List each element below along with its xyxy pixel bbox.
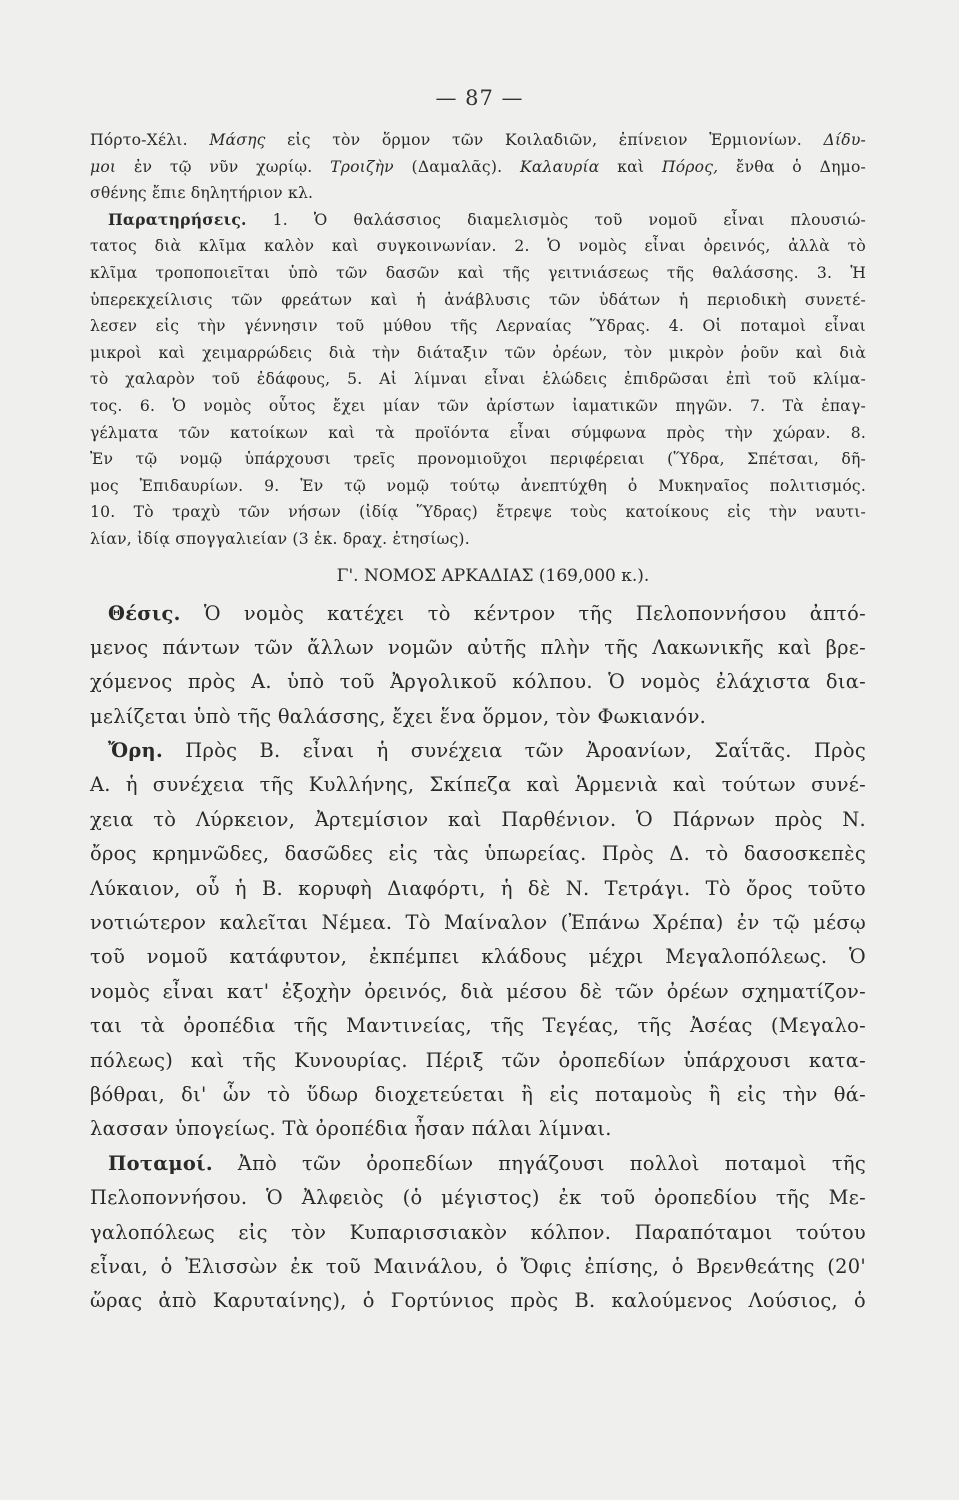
text-line <box>90 420 866 447</box>
text-run: λασσαν ὑπογείως. Τὰ ὀροπέδια ἦσαν πάλαι λίμναι. <box>90 1117 612 1141</box>
text-run: 10. Τὸ τραχὺ τῶν νήσων (ἰδίᾳ Ὕδρας) ἔτρεψε τοὺς κατοίκους εἰς τὴν ναυτι- <box>90 503 866 522</box>
text-run: εἰς τὸν ὅρμον τῶν Κοιλαδιῶν, ἐπίνειον Ἑρμιονίων. <box>265 131 824 149</box>
text-run: ἐν τῷ νῦν χωρίῳ. <box>116 157 331 176</box>
text-run: Πρὸς Β. εἶναι ἡ συνέχεια τῶν Ἀροανίων, Σαΐτᾶς. Πρὸς <box>163 739 866 763</box>
page-number: — 87 — <box>435 86 524 110</box>
text-line <box>90 260 866 287</box>
text-line <box>90 1044 866 1078</box>
place-name: Καλαυρία <box>520 157 600 176</box>
text-line <box>90 940 866 974</box>
text-run: Ἀπὸ τῶν ὀροπεδίων πηγάζουσι πολλοὶ ποταμοὶ τῆς <box>212 1151 866 1175</box>
place-name: μοι <box>90 157 117 176</box>
text-line <box>90 1078 866 1112</box>
text-line <box>90 1284 866 1318</box>
text-run: Α. ἡ συνέχεια τῆς Κυλλήνης, Σκίπεζα καὶ Ἁρμενιὰ καὶ τούτων συνέ- <box>90 773 866 797</box>
text-line <box>90 473 866 500</box>
text-block <box>90 127 866 1319</box>
text-line <box>90 207 866 234</box>
text-line <box>90 499 866 526</box>
text-run: πόλεως) καὶ τῆς Κυνουρίας. Πέριξ τῶν ὀροπεδίων ὑπάρχουσι κατα- <box>90 1048 866 1072</box>
paragraph-heading: Παρατηρήσεις. <box>108 209 247 229</box>
text-line <box>90 526 866 553</box>
text-line <box>90 906 866 940</box>
text-line <box>90 1181 866 1215</box>
text-line <box>90 180 866 207</box>
text-run: γέλματα τῶν κατοίκων καὶ τὰ προϊόντα εἶναι σύμφωνα πρὸς τὴν χώραν. 8. <box>90 423 866 442</box>
text-run: ὥρας ἀπὸ Καρυταίνης), ὁ Γορτύνιος πρὸς Β. καλούμενος Λούσιος, ὁ <box>90 1289 866 1313</box>
text-run: εἶναι, ὁ Ἐλισσὼν ἐκ τοῦ Μαινάλου, ὁ Ὄφις ἐπίσης, ὁ Βρενθεάτης (20' <box>90 1254 866 1278</box>
text-line <box>90 700 866 734</box>
text-run: Ἐν τῷ νομῷ ὑπάρχουσι τρεῖς προνομιοῦχοι περιφέρειαι (Ὕδρα, Σπέτσαι, δῆ- <box>90 450 866 469</box>
text-run: χεια τὸ Λύρκειον, Ἀρτεμίσιον καὶ Παρθένιον. Ὁ Πάρνων πρὸς Ν. <box>90 807 866 831</box>
text-line <box>90 631 866 665</box>
text-run: βόθραι, δι' ὧν τὸ ὕδωρ διοχετεύεται ἢ εἰς ποταμοὺς ἢ εἰς τὴν θά- <box>90 1082 866 1106</box>
text-line <box>90 446 866 473</box>
text-run: χόμενος πρὸς Α. ὑπὸ τοῦ Ἀργολικοῦ κόλπου. Ὁ νομὸς ἐλάχιστα δια- <box>90 670 866 694</box>
text-run: μικροὶ καὶ χειμαρρώδεις διὰ τὴν διάταξιν τῶν ὀρέων, τὸν μικρὸν ῥοῦν καὶ διὰ <box>90 343 866 362</box>
text-run: 1. Ὁ θαλάσσιος διαμελισμὸς τοῦ νομοῦ εἶναι πλουσιώ- <box>246 210 866 229</box>
text-line <box>90 597 866 631</box>
text-line <box>90 233 866 260</box>
paragraph-heading: Θέσις. <box>108 601 181 625</box>
text-line <box>90 340 866 367</box>
text-run: ὑπερεκχείλισις τῶν φρεάτων καὶ ἡ ἀνάβλυσις τῶν ὑδάτων ἡ περιοδικὴ συνετέ- <box>90 290 866 309</box>
place-name: Τροιζὴν <box>330 157 394 176</box>
text-run: ὄρος κρημνῶδες, δασῶδες εἰς τὰς ὑπωρείας. Πρὸς Δ. τὸ δασοσκεπὲς <box>90 842 866 866</box>
text-line <box>90 287 866 314</box>
text-run: νοτιώτερον καλεῖται Νέμεα. Τὸ Μαίναλον (Ἐπάνω Χρέπα) ἐν τῷ μέσῳ <box>90 911 866 935</box>
section-heading: Γ'. ΝΟΜΟΣ ΑΡΚΑΔΙΑΣ (169,000 κ.). <box>336 565 650 586</box>
text-run: μος Ἐπιδαυρίων. 9. Ἐν τῷ νομῷ τούτῳ ἀνεπτύχθη ὁ Μυκηναῖος πολιτισμός. <box>90 476 866 495</box>
text-run: Λύκαιον, οὗ ἡ Β. κορυφὴ Διαφόρτι, ἡ δὲ Ν. Τετράγι. Τὸ ὄρος τοῦτο <box>90 876 866 900</box>
text-run: τος. 6. Ὁ νομὸς οὗτος ἔχει μίαν τῶν ἀρίστων ἰαματικῶν πηγῶν. 7. Τὰ ἐπαγ- <box>90 396 866 415</box>
text-run: Πόρτο-Χέλι. <box>90 131 210 149</box>
text-line <box>90 313 866 340</box>
place-name: Δίδυ- <box>823 131 866 149</box>
text-line <box>90 1009 866 1043</box>
text-run: τοῦ νομοῦ κατάφυτον, ἐκπέμπει κλάδους μέχρι Μεγαλοπόλεως. Ὁ <box>90 945 866 969</box>
text-line <box>90 1250 866 1284</box>
text-run: τὸ χαλαρὸν τοῦ ἐδάφους, 5. Αἱ λίμναι εἶναι ἑλώδεις ἐπιδρῶσαι ἐπὶ τοῦ κλίμα- <box>90 370 866 389</box>
text-line <box>90 837 866 871</box>
text-run: Ὁ νομὸς κατέχει τὸ κέντρον τῆς Πελοποννήσου ἀπτό- <box>180 601 866 625</box>
place-name: Μάσης <box>209 131 266 149</box>
text-line <box>90 366 866 393</box>
text-run: λεσεν εἰς τὴν γέννησιν τοῦ μύθου τῆς Λερναίας Ὕδρας. 4. Οἱ ποταμοὶ εἶναι <box>90 317 866 336</box>
text-run: σθένης ἔπιε δηλητήριον κλ. <box>90 184 314 203</box>
place-name: Πόρος, <box>661 157 719 176</box>
text-run: τατος διὰ κλῖμα καλὸν καὶ συγκοινωνίαν. 2. Ὁ νομὸς εἶναι ὀρεινός, ἀλλὰ τὸ <box>90 237 866 256</box>
intro-paragraph <box>90 127 866 207</box>
text-line <box>90 734 866 768</box>
text-run: κλῖμα τροποποιεῖται ὑπὸ τῶν δασῶν καὶ τῆς γειτνιάσεως τῆς θαλάσσης. 3. Ἡ <box>90 263 866 282</box>
text-run: μενος πάντων τῶν ἄλλων νομῶν αὐτῆς πλὴν τῆς Λακωνικῆς καὶ βρε- <box>90 635 866 659</box>
text-line <box>90 768 866 802</box>
text-line <box>90 1216 866 1250</box>
text-line <box>90 127 866 154</box>
text-run: γαλοπόλεως εἰς τὸν Κυπαρισσιακὸν κόλπον. Παραπόταμοι τούτου <box>90 1220 866 1244</box>
text-line <box>90 1112 866 1146</box>
text-run: μελίζεται ὑπὸ τῆς θαλάσσης, ἔχει ἕνα ὅρμον, τὸν Φωκιανόν. <box>90 704 707 728</box>
text-run: ται τὰ ὀροπέδια τῆς Μαντινείας, τῆς Τεγέας, τῆς Ἀσέας (Μεγαλο- <box>90 1014 866 1038</box>
text-line <box>90 803 866 837</box>
text-run: (Δαμαλᾶς). <box>393 157 520 176</box>
paragraph-heading: Ποταμοί. <box>108 1151 213 1175</box>
text-run: ἔνθα ὁ Δημο- <box>718 157 866 176</box>
arcadia-section <box>90 597 866 1319</box>
text-run: λίαν, ἰδίᾳ σπογγαλιείαν (3 ἑκ. δραχ. ἐτησίως). <box>90 529 470 548</box>
text-line <box>90 1147 866 1181</box>
text-run: νομὸς εἶναι κατ' ἐξοχὴν ὀρεινός, διὰ μέσου δὲ τῶν ὀρέων σχηματίζον- <box>90 979 866 1003</box>
text-line <box>90 393 866 420</box>
text-line <box>90 975 866 1009</box>
paragraph-heading: Ὄρη. <box>108 739 164 763</box>
text-run: Πελοποννήσου. Ὁ Ἀλφειὸς (ὁ μέγιστος) ἐκ τοῦ ὀροπεδίου τῆς Με- <box>90 1186 866 1210</box>
observations-paragraph <box>90 207 866 553</box>
text-line <box>90 665 866 699</box>
text-line <box>90 872 866 906</box>
text-line <box>90 154 866 181</box>
text-run: καὶ <box>599 157 662 176</box>
